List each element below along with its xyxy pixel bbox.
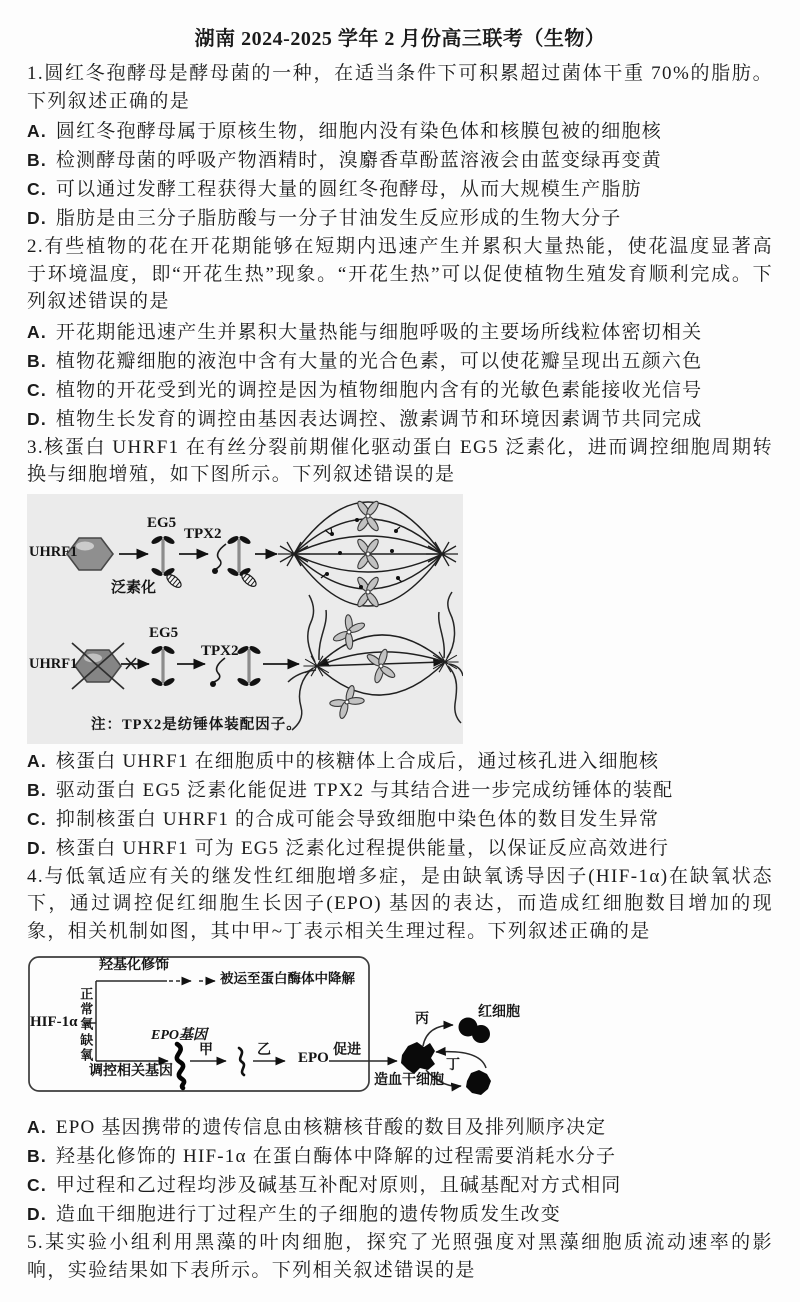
row1-uhrf1-label: UHRF1 bbox=[29, 543, 78, 560]
option-letter: B. bbox=[27, 350, 47, 371]
option-letter: C. bbox=[27, 808, 47, 829]
question-3 bbox=[27, 434, 773, 863]
uhrf1-knockout-hexagon-icon bbox=[72, 643, 124, 689]
question-2-stem: 2.有些植物的花在开花期能够在短期内迅速产生并累积大量热能，使花温度显著高于环境温度，即“开花生热”现象。“开花生热”可以促使植物生殖发育顺利完成。下列叙述错误的是 bbox=[27, 236, 773, 312]
option-text: EPO 基因携带的遗传信息由核糖核苷酸的数目及排列顺序决定 bbox=[55, 1117, 607, 1138]
figure-uhrf1-spindle bbox=[27, 494, 463, 744]
hydroxylation-label: 羟基化修饰 bbox=[99, 958, 169, 973]
question-5 bbox=[27, 1229, 773, 1284]
question-1 bbox=[27, 60, 773, 233]
question-1-option-a bbox=[27, 117, 773, 146]
question-2-option-c bbox=[27, 376, 773, 405]
epo-label: EPO bbox=[298, 1050, 329, 1066]
question-3-option-b bbox=[27, 776, 773, 805]
option-text: 检测酵母菌的呼吸产物酒精时，溴麝香草酚蓝溶液会由蓝变绿再变黄 bbox=[55, 150, 662, 171]
option-text: 植物的开花受到光的调控是因为植物细胞内含有的光敏色素能接收光信号 bbox=[55, 379, 703, 401]
question-4-option-b bbox=[27, 1142, 773, 1171]
option-text: 开花期能迅速产生并累积大量热能与细胞呼吸的主要场所线粒体密切相关 bbox=[55, 321, 703, 343]
question-3-option-a bbox=[27, 747, 773, 776]
option-letter: C. bbox=[27, 379, 47, 400]
figure-note: 注：TPX2是纺锤体装配因子。 bbox=[91, 716, 302, 733]
question-2-option-b bbox=[27, 347, 773, 376]
mrna-squiggle-icon bbox=[239, 1048, 244, 1075]
normal-spindle-drawing bbox=[278, 499, 458, 608]
question-3-option-d bbox=[27, 834, 773, 863]
option-letter: A. bbox=[27, 121, 47, 141]
question-3-stem: 3.核蛋白 UHRF1 在有丝分裂前期催化驱动蛋白 EG5 泛素化，进而调控细胞周期转换与细胞增殖，如下图所示。下列叙述错误的是 bbox=[27, 436, 773, 485]
option-text: 可以通过发酵工程获得大量的圆红冬孢酵母，从而大规模生产脂肪 bbox=[55, 179, 642, 200]
question-3-option-c bbox=[27, 805, 773, 834]
question-1-options bbox=[27, 117, 773, 233]
option-letter: C. bbox=[27, 179, 47, 199]
question-2-options bbox=[27, 318, 773, 434]
option-text: 抑制核蛋白 UHRF1 的合成可能会导致细胞中染色体的数目发生异常 bbox=[55, 808, 660, 830]
hematopoietic-stem-cell-blob bbox=[401, 1042, 435, 1074]
question-3-options bbox=[27, 747, 773, 863]
question-1-option-d bbox=[27, 204, 773, 233]
normal-oxygen-label: 正常氧 bbox=[78, 987, 94, 1032]
epo-gene-dna-icon bbox=[177, 1044, 184, 1088]
daughter-stem-cell-blob bbox=[466, 1070, 491, 1095]
eg5-motor-row2-icon bbox=[150, 644, 176, 687]
spindle-diagram-drawing bbox=[27, 494, 463, 744]
row2-tpx2-label: TPX2 bbox=[201, 642, 239, 659]
process-bing-label: 丙 bbox=[415, 1012, 429, 1027]
question-4-option-c bbox=[27, 1171, 773, 1200]
row1-tpx2-label: TPX2 bbox=[184, 525, 222, 542]
question-1-option-b bbox=[27, 146, 773, 175]
epo-gene-label: EPO基因 bbox=[151, 1028, 207, 1043]
figure-hif-epo bbox=[27, 949, 567, 1109]
question-1-option-c bbox=[27, 175, 773, 204]
question-4-option-a bbox=[27, 1113, 773, 1142]
option-text: 羟基化修饰的 HIF-1α 在蛋白酶体中降解的过程需要消耗水分子 bbox=[55, 1146, 617, 1167]
process-yi-label: 乙 bbox=[257, 1043, 271, 1058]
ubiquitination-label: 泛素化 bbox=[111, 579, 157, 596]
option-text: 圆红冬孢酵母属于原核生物，细胞内没有染色体和核膜包被的细胞核 bbox=[55, 121, 662, 142]
row2-eg5-label: EG5 bbox=[149, 624, 179, 641]
question-2-option-a bbox=[27, 318, 773, 347]
question-5-stem: 5.某实验小组利用黑藻的叶肉细胞，探究了光照强度对黑藻细胞质流动速率的影响，实验结果如下表所示。下列相关叙述错误的是 bbox=[27, 1232, 773, 1281]
tpx2-molecule-icon bbox=[212, 534, 258, 588]
option-letter: A. bbox=[27, 750, 47, 771]
option-letter: D. bbox=[27, 208, 47, 228]
option-letter: B. bbox=[27, 150, 47, 170]
degradation-label: 被运至蛋白酶体中降解 bbox=[220, 971, 355, 986]
option-text: 造血干细胞进行丁过程产生的子细胞的遗传物质发生改变 bbox=[55, 1204, 561, 1225]
question-4-options bbox=[27, 1113, 773, 1229]
question-2-option-d bbox=[27, 405, 773, 434]
option-text: 驱动蛋白 EG5 泛素化能促进 TPX2 与其结合进一步完成纺锤体的装配 bbox=[55, 779, 674, 801]
option-letter: D. bbox=[27, 408, 47, 429]
option-letter: A. bbox=[27, 1117, 47, 1137]
regulate-genes-label: 调控相关基因 bbox=[89, 1064, 173, 1079]
option-text: 甲过程和乙过程均涉及碱基互补配对原则，且碱基配对方式相同 bbox=[55, 1175, 622, 1196]
option-text: 植物花瓣细胞的液泡中含有大量的光合色素，可以使花瓣呈现出五颜六色 bbox=[55, 350, 703, 372]
row2-uhrf1-label: UHRF1 bbox=[29, 655, 78, 672]
hsc-label: 造血干细胞 bbox=[374, 1073, 444, 1088]
rbc-label: 红细胞 bbox=[478, 1005, 520, 1020]
option-letter: A. bbox=[27, 321, 47, 342]
question-1-stem: 1.圆红冬孢酵母是酵母菌的一种，在适当条件下可积累超过菌体干重 70%的脂肪。下列叙述正确的是 bbox=[27, 63, 773, 112]
disorganized-spindle-drawing bbox=[288, 592, 463, 730]
process-jia-label: 甲 bbox=[199, 1043, 213, 1058]
option-letter: B. bbox=[27, 1146, 47, 1166]
question-2 bbox=[27, 233, 773, 434]
option-text: 核蛋白 UHRF1 可为 EG5 泛素化过程提供能量，以保证反应高效进行 bbox=[55, 837, 670, 859]
option-text: 核蛋白 UHRF1 在细胞质中的核糖体上合成后，通过核孔进入细胞核 bbox=[55, 750, 660, 772]
option-letter: B. bbox=[27, 779, 47, 800]
question-4 bbox=[27, 863, 773, 1230]
option-text: 脂肪是由三分子脂肪酸与一分子甘油发生反应形成的生物大分子 bbox=[55, 208, 622, 229]
hypoxia-label: 缺氧 bbox=[78, 1033, 94, 1063]
row1-eg5-label: EG5 bbox=[147, 514, 177, 531]
option-letter: D. bbox=[27, 1204, 47, 1224]
row2-arrows bbox=[121, 658, 299, 669]
question-4-option-d bbox=[27, 1200, 773, 1229]
process-ding-label: 丁 bbox=[446, 1058, 460, 1073]
option-letter: C. bbox=[27, 1175, 47, 1195]
promote-label: 促进 bbox=[333, 1043, 361, 1058]
red-blood-cell-blob bbox=[459, 1018, 491, 1044]
option-letter: D. bbox=[27, 837, 47, 858]
page-title: 湖南 2024-2025 学年 2 月份高三联考（生物） bbox=[194, 28, 606, 50]
question-4-stem: 4.与低氧适应有关的继发性红细胞增多症，是由缺氧诱导因子(HIF-1α)在缺氧状态下，通过调控促红细胞生长因子(EPO) 基因的表达，而造成红细胞数目增加的现象，相关机制如图，其中甲~丁表示相关生理过程。下列叙述正确的是 bbox=[27, 865, 773, 942]
hif-label: HIF-1α bbox=[30, 1014, 78, 1030]
option-text: 植物生长发育的调控由基因表达调控、激素调节和环境因素调节共同完成 bbox=[55, 408, 703, 430]
